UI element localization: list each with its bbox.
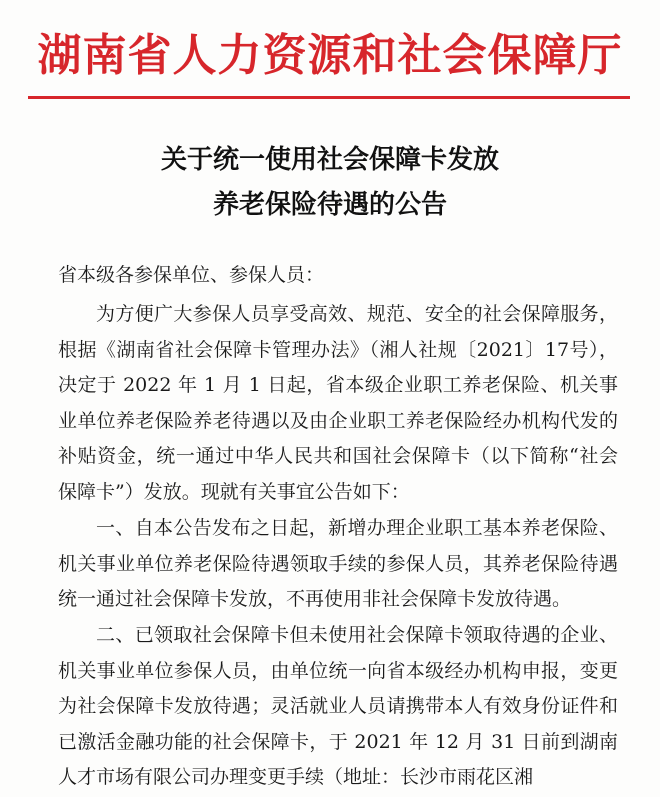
document-title-line-1: 关于统一使用社会保障卡发放 [160, 145, 499, 175]
document-title-line-2: 养老保险待遇的公告 [212, 190, 447, 220]
org-letterhead-title: 湖南省人力资源和社会保障厅 [37, 30, 623, 81]
letterhead-divider [28, 96, 630, 99]
body-paragraph-intro: 为方便广大参保人员享受高效、规范、安全的社会保障服务，根据《湖南省社会保障卡管理办法》（湘人社规〔2021〕17号），决定于 2022 年 1 月 1 日起，省本级企业职工养老保险、机关事业单位养老保险养老待遇以及由企业职工养老保险经办机构代发的补贴资金，统一通过中华人民共和国社会保障卡（以下简称“社会保障卡”）发放。现就有关事宜公告如下： [58, 303, 618, 503]
body-paragraph-item-1: 一、自本公告发布之日起，新增办理企业职工基本养老保险、机关事业单位养老保险待遇领取手续的参保人员，其养老保险待遇统一通过社会保障卡发放，不再使用非社会保障卡发放待遇。 [58, 517, 618, 611]
body-paragraph-item-2: 二、已领取社会保障卡但未使用社会保障卡领取待遇的企业、机关事业单位参保人员，由单位统一向省本级经办机构申报，变更为社会保障卡发放待遇；灵活就业人员请携带本人有效身份证件和已激活金融功能的社会保障卡，于 2021 年 12 月 31 日前到湖南人才市场有限公司办理变更手续（地址：长沙市雨花区湘 [58, 624, 618, 789]
addressee: 省本级各参保单位、参保人员： [58, 264, 325, 286]
